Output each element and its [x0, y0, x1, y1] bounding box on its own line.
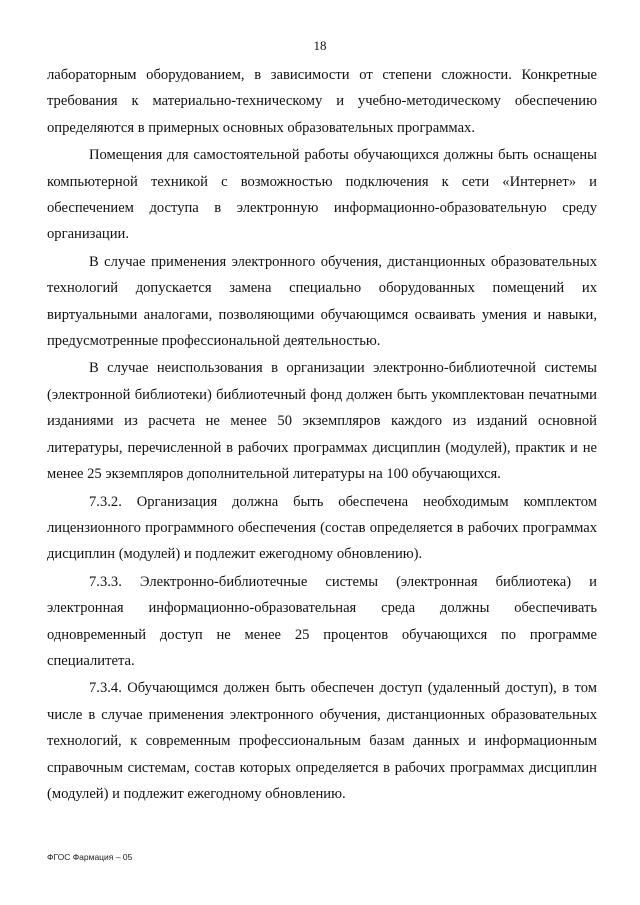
page-number: 18	[313, 38, 327, 53]
footer-label: ФГОС Фармация – 05	[47, 852, 133, 862]
paragraph-library-fund: В случае неиспользования в организации электронно-библиотечной системы (электронной библиотеки) библиотечный фонд должен быть укомплектован печатными изданиями из расчета не менее 50 экземпляров каждого из изданий основной литературы, перечисленной в рабочих программах дисциплин (модулей), практик и не менее 25 экземпляров дополнительной литературы на 100 обучающихся.	[47, 360, 597, 483]
paragraph-virtual-analogs: В случае применения электронного обучения, дистанционных образовательных технологий допускается замена специально оборудованных помещений их виртуальными аналогами, позволяющими обучающимся осваивать умения и навыки, предусмотренные профессиональной деятельностью.	[47, 253, 597, 350]
paragraph-7-3-3: 7.3.3. Электронно-библиотечные системы (электронная библиотека) и электронная информационно-образовательная среда должны обеспечивать одновременный доступ не менее 25 процентов обучающихся по программе специалитета.	[47, 573, 597, 669]
paragraph-7-3-4: 7.3.4. Обучающимся должен быть обеспечен доступ (удаленный доступ), в том числе в случае применения электронного обучения, дистанционных образовательных технологий, к современным профессиональным базам данных и информационным справочным системам, состав которых определяется в рабочих программах дисциплин (модулей) и подлежит ежегодному обновлению.	[47, 680, 597, 802]
paragraph-self-study-rooms: Помещения для самостоятельной работы обучающихся должны быть оснащены компьютерной техникой с возможностью подключения к сети «Интернет» и обеспечением доступа в электронную информационно-образовательную среду организации.	[47, 147, 597, 243]
paragraph-lab-equipment: лабораторным оборудованием, в зависимости от степени сложности. Конкретные требования к материально-техническому и учебно-методическому обеспечению определяются в примерных основных образовательных программах.	[47, 67, 597, 136]
document-body	[47, 62, 597, 808]
paragraph-7-3-2: 7.3.2. Организация должна быть обеспечена необходимым комплектом лицензионного программного обеспечения (состав определяется в рабочих программах дисциплин (модулей) и подлежит ежегодному обновлению).	[47, 493, 597, 563]
